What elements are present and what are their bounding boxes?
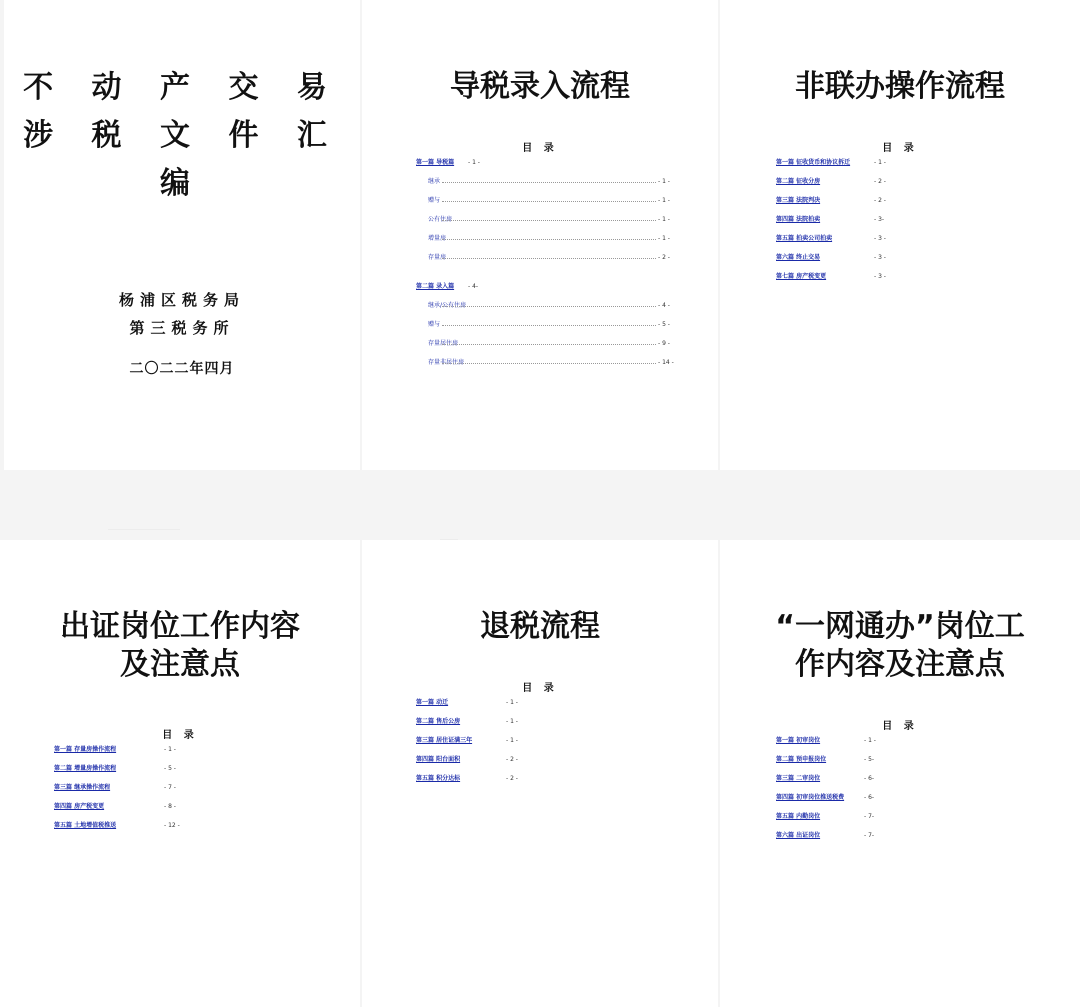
toc-leader-dots <box>442 363 656 364</box>
toc-item-label[interactable]: 第四篇 阳台面积 <box>416 756 461 763</box>
toc-item-page: - 5 - <box>658 321 670 328</box>
toc-item-label[interactable]: 存量非居住房 <box>428 359 465 366</box>
toc-item-page: - 2 - <box>506 756 518 763</box>
onenet-page <box>720 540 1080 1007</box>
toc-item-page: - 5 - <box>164 765 176 772</box>
toc-item-page: - 7- <box>864 832 875 839</box>
toc-subitem[interactable] <box>416 178 670 197</box>
toc-item-label[interactable]: 存量居住房 <box>428 340 459 347</box>
toc-item-label[interactable]: 第六篇 终止交易 <box>776 254 821 261</box>
guide-toc-heading: 目 录 <box>522 143 558 154</box>
toc-item[interactable] <box>54 822 254 841</box>
toc-leader-dots <box>442 220 656 221</box>
nonjoint-page <box>720 0 1080 470</box>
toc-item-page: - 3 - <box>874 235 886 242</box>
refund-toc-heading: 目 录 <box>522 683 558 694</box>
toc-subitem[interactable] <box>416 321 670 340</box>
nonjoint-toc-heading: 目 录 <box>882 143 918 154</box>
toc-item[interactable] <box>54 746 254 765</box>
toc-item[interactable] <box>776 832 976 851</box>
toc-item-label[interactable]: 第一篇 存量房操作流程 <box>54 746 117 753</box>
cover-title-line-2: 涉 税 文 件 汇 编 <box>23 118 341 201</box>
toc-item-page: - 7 - <box>164 784 176 791</box>
toc-item-label[interactable]: 赠与 <box>428 321 441 328</box>
toc-item-page: - 4 - <box>658 302 670 309</box>
certificate-title-line-2: 及注意点 <box>120 647 240 682</box>
toc-leader-dots <box>442 201 656 202</box>
toc-item-page: - 1 - <box>658 235 670 242</box>
toc-item[interactable] <box>416 775 616 794</box>
toc-item-label[interactable]: 第七篇 房产税变更 <box>776 273 827 280</box>
toc-item-page: - 14 - <box>658 359 674 366</box>
toc-leader-dots <box>442 258 656 259</box>
toc-leader-dots <box>442 239 656 240</box>
toc-subitem[interactable] <box>416 254 670 273</box>
toc-leader-dots <box>442 344 656 345</box>
toc-item-label[interactable]: 第一篇 导税篇 <box>416 159 455 166</box>
toc-item[interactable] <box>776 794 976 813</box>
cover-date: 二〇二二年四月 <box>129 361 235 377</box>
toc-item-page: - 1 - <box>506 718 518 725</box>
toc-item-label[interactable]: 第四篇 法院拍卖 <box>776 216 821 223</box>
toc-item[interactable] <box>776 178 976 197</box>
toc-subitem[interactable] <box>416 359 674 378</box>
toc-item-page: - 1 - <box>658 178 670 185</box>
toc-item[interactable] <box>416 756 616 775</box>
toc-leader-dots <box>442 325 656 326</box>
toc-subitem[interactable] <box>416 340 670 359</box>
certificate-toc-heading: 目 录 <box>162 730 198 741</box>
toc-item-page: - 12 - <box>164 822 180 829</box>
refund-title: 退税流程 <box>480 609 600 644</box>
toc-item-page: - 1 - <box>506 737 518 744</box>
toc-item-page: - 4- <box>468 283 479 290</box>
refund-page <box>362 540 718 1007</box>
toc-subitem[interactable] <box>416 197 670 216</box>
onenet-title <box>720 608 1080 684</box>
certificate-title <box>0 608 360 684</box>
certificate-page <box>0 540 360 1007</box>
onenet-toc-heading: 目 录 <box>882 721 918 732</box>
onenet-title-line-2: 作内容及注意点 <box>795 647 1005 682</box>
toc-item[interactable] <box>776 273 976 292</box>
toc-item[interactable] <box>776 813 976 832</box>
toc-item-label[interactable]: 第一篇 初审岗位 <box>776 737 821 744</box>
toc-item-page: - 3 - <box>874 254 886 261</box>
toc-item-page: - 7- <box>864 813 875 820</box>
toc-item-label[interactable]: 第二篇 售后公房 <box>416 718 461 725</box>
toc-item-page: - 6- <box>864 794 875 801</box>
toc-item[interactable] <box>776 216 976 235</box>
cover-title-line-1: 不 动 产 交 易 <box>23 70 341 105</box>
toc-item-label[interactable]: 第四篇 初审岗位推送税费 <box>776 794 845 801</box>
toc-leader-dots <box>442 182 656 183</box>
toc-item-page: - 5- <box>864 756 875 763</box>
toc-item-label[interactable]: 赠与 <box>428 197 441 204</box>
toc-item-page: - 1 - <box>874 159 886 166</box>
toc-item-label[interactable]: 第三篇 继承操作流程 <box>54 784 111 791</box>
refund-toc <box>416 699 616 794</box>
certificate-toc <box>54 746 254 841</box>
onenet-toc <box>776 737 976 851</box>
toc-item-label[interactable]: 第二篇 增量房操作流程 <box>54 765 117 772</box>
toc-item-page: - 2 - <box>506 775 518 782</box>
toc-item[interactable] <box>416 159 666 178</box>
toc-item-label[interactable]: 继承/公有住房 <box>428 302 467 309</box>
toc-item[interactable] <box>776 235 976 254</box>
toc-item-label[interactable]: 第三篇 居住证满三年 <box>416 737 473 744</box>
toc-item[interactable] <box>416 718 616 737</box>
toc-item-label[interactable]: 第四篇 房产税变更 <box>54 803 105 810</box>
toc-item-page: - 3- <box>874 216 885 223</box>
cover-page <box>4 0 360 470</box>
toc-item-label[interactable]: 第一篇 征收货币和协议拆迁 <box>776 159 851 166</box>
cover-org <box>4 286 360 342</box>
toc-subitem[interactable] <box>416 235 670 254</box>
toc-item-label[interactable]: 继承 <box>428 178 441 185</box>
toc-item[interactable] <box>776 197 976 216</box>
toc-leader-dots <box>442 306 656 307</box>
toc-item-page: - 9 - <box>658 340 670 347</box>
toc-item[interactable] <box>416 737 616 756</box>
cover-org-line-2: 第三税务所 <box>129 319 235 337</box>
nonjoint-title: 非联办操作流程 <box>795 69 1005 104</box>
toc-item-label[interactable]: 第三篇 法院判决 <box>776 197 821 204</box>
toc-item-label[interactable]: 存量房 <box>428 254 447 261</box>
guide-toc <box>416 159 674 378</box>
toc-item-page: - 3 - <box>874 273 886 280</box>
toc-item-label[interactable]: 第三篇 二审岗位 <box>776 775 821 782</box>
toc-item-label[interactable]: 第二篇 征收分房 <box>776 178 821 185</box>
toc-item[interactable] <box>54 803 254 822</box>
toc-item[interactable] <box>776 756 976 775</box>
toc-item-label[interactable]: 第五篇 拍卖公司拍卖 <box>776 235 833 242</box>
toc-subitem[interactable] <box>416 216 670 235</box>
toc-item[interactable] <box>776 159 976 178</box>
toc-item[interactable] <box>54 765 254 784</box>
toc-item-page: - 6- <box>864 775 875 782</box>
toc-item-page: - 2 - <box>874 197 886 204</box>
toc-item-page: - 2 - <box>658 254 670 261</box>
certificate-title-line-1: 出证岗位工作内容 <box>60 609 300 644</box>
toc-item-page: - 1 - <box>468 159 480 166</box>
toc-item-label[interactable]: 增量房 <box>428 235 447 242</box>
nonjoint-toc <box>776 159 976 292</box>
guide-page <box>362 0 718 470</box>
toc-item-label[interactable]: 第一篇 动迁 <box>416 699 449 706</box>
toc-item-label[interactable]: 第五篇 土地增值税推送 <box>54 822 117 829</box>
toc-item-page: - 2 - <box>874 178 886 185</box>
toc-item[interactable] <box>416 283 666 302</box>
toc-item-label[interactable]: 公有住房 <box>428 216 453 223</box>
toc-item-label[interactable]: 第六篇 出证岗位 <box>776 832 821 839</box>
toc-item-label[interactable]: 第二篇 预申报岗位 <box>776 756 827 763</box>
divider-fragment <box>108 529 180 530</box>
toc-item-page: - 1 - <box>164 746 176 753</box>
toc-item-page: - 1 - <box>506 699 518 706</box>
toc-item-page: - 1 - <box>864 737 876 744</box>
toc-item-page: - 8 - <box>164 803 176 810</box>
toc-item[interactable] <box>776 737 976 756</box>
guide-title: 导税录入流程 <box>450 69 630 104</box>
toc-item-label[interactable]: 第五篇 内勤岗位 <box>776 813 821 820</box>
toc-item-page: - 1 - <box>658 197 670 204</box>
toc-item-label[interactable]: 第二篇 录入篇 <box>416 283 455 290</box>
onenet-title-line-1: “一网通办”岗位工 <box>775 609 1025 644</box>
toc-item-page: - 1 - <box>658 216 670 223</box>
cover-title <box>4 64 360 208</box>
toc-item[interactable] <box>776 254 976 273</box>
toc-item-label[interactable]: 第五篇 积分达标 <box>416 775 461 782</box>
toc-subitem[interactable] <box>416 302 670 321</box>
toc-item[interactable] <box>416 699 616 718</box>
toc-item[interactable] <box>54 784 254 803</box>
cover-org-line-1: 杨浦区税务局 <box>118 291 245 309</box>
toc-item[interactable] <box>776 775 976 794</box>
